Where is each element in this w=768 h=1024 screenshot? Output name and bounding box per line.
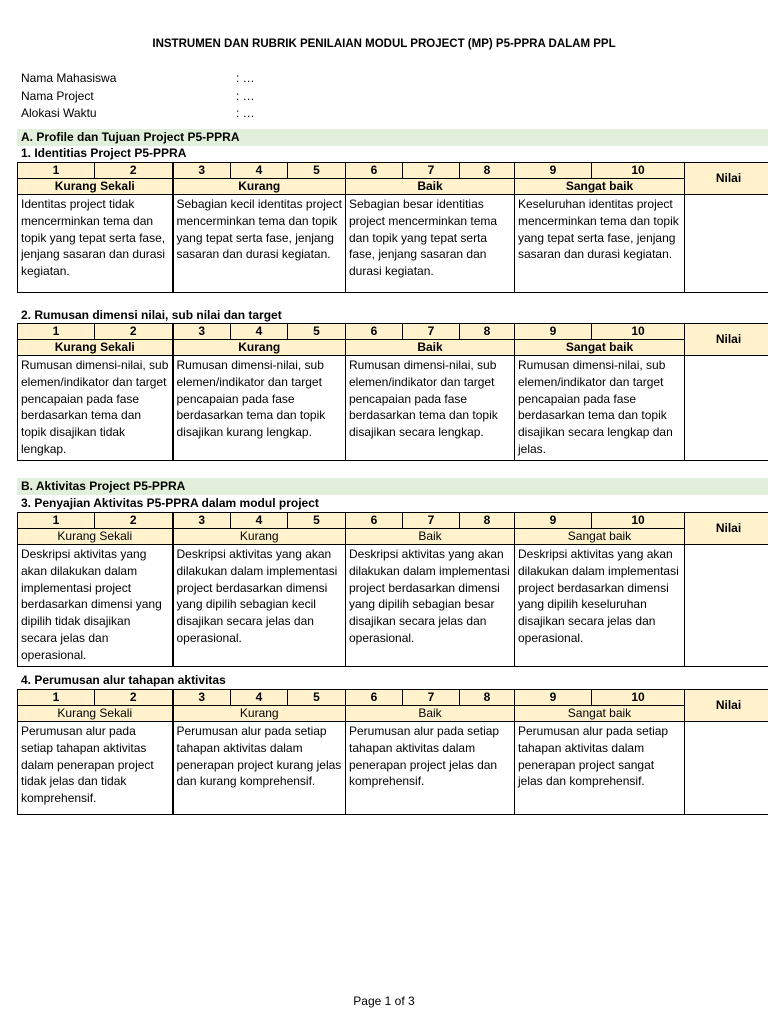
description-cell: Deskripsi aktivitas yang akan dilakukan dalam implementasi project berdasarkan dimensi yang dipilih sebagian kecil disajikan secara jelas dan operasional. [173, 545, 346, 667]
description-cell: Deskripsi aktivitas yang akan dilakukan dalam implementasi project berdasarkan dimensi yang dipilih tidak disajikan secara jelas dan operasional. [18, 545, 173, 667]
category-cell: Sangat baik [515, 706, 685, 722]
score-cell: 6 [346, 513, 403, 529]
category-cell: Kurang [173, 340, 346, 356]
score-cell: 9 [515, 513, 592, 529]
description-cell: Rumusan dimensi-nilai, sub elemen/indikator dan target pencapaian pada fase berdasarkan tema dan topik disajikan tidak lengkap. [18, 356, 173, 461]
info-value: : … [236, 88, 255, 103]
score-cell: 6 [346, 690, 403, 706]
category-cell: Kurang Sekali [18, 706, 173, 722]
description-row [18, 722, 768, 815]
info-label: Nama Project [21, 88, 94, 103]
score-cell: 8 [460, 324, 515, 340]
rubric-4-heading: 4. Perumusan alur tahapan aktivitas [21, 673, 226, 687]
score-cell: 5 [288, 163, 346, 179]
score-cell: 2 [95, 324, 173, 340]
description-cell: Identitas project tidak mencerminkan tema dan topik yang tepat serta fase, jenjang sasaran dan durasi kegiatan. [18, 195, 173, 293]
score-cell: 1 [18, 513, 95, 529]
section-a-heading: A. Profile dan Tujuan Project P5-PPRA [17, 129, 768, 146]
nilai-input-cell[interactable] [685, 356, 768, 461]
rubric-table-4 [17, 689, 768, 815]
score-cell: 10 [592, 690, 685, 706]
category-cell: Baik [346, 706, 515, 722]
description-row [18, 195, 768, 293]
category-cell: Kurang Sekali [18, 340, 173, 356]
score-cell: 7 [403, 690, 460, 706]
score-cell: 4 [231, 690, 288, 706]
score-cell: 2 [95, 513, 173, 529]
category-cell: Kurang [173, 706, 346, 722]
category-cell: Kurang [173, 529, 346, 545]
category-cell: Sangat baik [515, 179, 685, 195]
category-cell: Sangat baik [515, 340, 685, 356]
score-cell: 5 [288, 324, 346, 340]
score-cell: 3 [173, 690, 231, 706]
nilai-header: Nilai [685, 690, 768, 722]
score-cell: 9 [515, 690, 592, 706]
description-cell: Rumusan dimensi-nilai, sub elemen/indikator dan target pencapaian pada fase berdasarkan tema dan topik disajikan secara lengkap. [346, 356, 515, 461]
score-row [18, 163, 768, 179]
category-row [18, 340, 768, 356]
score-cell: 8 [460, 163, 515, 179]
category-cell: Kurang [173, 179, 346, 195]
description-cell: Deskripsi aktivitas yang akan dilakukan dalam implementasi project berdasarkan dimensi yang dipilih sebagian besar disajikan secara jelas dan operasional. [346, 545, 515, 667]
score-cell: 10 [592, 324, 685, 340]
score-cell: 3 [173, 163, 231, 179]
rubric-table-3 [17, 512, 768, 667]
score-cell: 7 [403, 324, 460, 340]
info-label: Alokasi Waktu [21, 106, 97, 120]
category-cell: Baik [346, 340, 515, 356]
score-cell: 6 [346, 163, 403, 179]
description-cell: Keseluruhan identitas project mencerminkan tema dan topik yang tepat serta fase, jenjang sasaran dan durasi kegiatan. [515, 195, 685, 293]
score-cell: 4 [231, 163, 288, 179]
rubric-table-1 [17, 162, 768, 293]
score-cell: 8 [460, 513, 515, 529]
info-label: Nama Mahasiswa [21, 71, 117, 85]
category-row [18, 706, 768, 722]
score-cell: 7 [403, 163, 460, 179]
score-cell: 9 [515, 324, 592, 340]
score-cell: 10 [592, 513, 685, 529]
category-row [18, 529, 768, 545]
score-cell: 4 [231, 324, 288, 340]
score-cell: 6 [346, 324, 403, 340]
description-row [18, 356, 768, 461]
score-cell: 3 [173, 324, 231, 340]
category-cell: Sangat baik [515, 529, 685, 545]
score-cell: 2 [95, 163, 173, 179]
info-row-project-name [21, 88, 421, 106]
category-cell: Kurang Sekali [18, 529, 173, 545]
nilai-input-cell[interactable] [685, 722, 768, 815]
nilai-input-cell[interactable] [685, 545, 768, 667]
score-cell: 7 [403, 513, 460, 529]
score-row [18, 513, 768, 529]
description-cell: Perumusan alur pada setiap tahapan aktivitas dalam penerapan project sangat jelas dan komprehensif. [515, 722, 685, 815]
description-cell: Perumusan alur pada setiap tahapan aktivitas dalam penerapan project jelas dan komprehensif. [346, 722, 515, 815]
student-info [21, 70, 421, 123]
description-row [18, 545, 768, 667]
score-cell: 3 [173, 513, 231, 529]
nilai-header: Nilai [685, 163, 768, 195]
description-cell: Sebagian besar identitias project mencerminkan tema dan topik yang tepat serta fase, jenjang sasaran dan durasi kegiatan. [346, 195, 515, 293]
score-cell: 4 [231, 513, 288, 529]
score-cell: 1 [18, 163, 95, 179]
rubric-1-heading: 1. Identitias Project P5-PPRA [21, 146, 187, 160]
info-row-time-allocation [21, 105, 421, 123]
description-cell: Perumusan alur pada setiap tahapan aktivitas dalam penerapan project tidak jelas dan tidak komprehensif. [18, 722, 173, 815]
score-cell: 5 [288, 513, 346, 529]
score-cell: 9 [515, 163, 592, 179]
category-cell: Baik [346, 529, 515, 545]
info-value: : … [236, 71, 255, 85]
description-cell: Sebagian kecil identitas project mencerminkan tema dan topik yang tepat serta fase, jenjang sasaran dan durasi kegiatan. [173, 195, 346, 293]
document-title: INSTRUMEN DAN RUBRIK PENILAIAN MODUL PROJECT (MP) P5-PPRA DALAM PPL [152, 38, 616, 50]
category-cell: Baik [346, 179, 515, 195]
section-b-heading: B. Aktivitas Project P5-PPRA [17, 478, 768, 495]
description-cell: Rumusan dimensi-nilai, sub elemen/indikator dan target pencapaian pada fase berdasarkan tema dan topik disajikan kurang lengkap. [173, 356, 346, 461]
nilai-input-cell[interactable] [685, 195, 768, 293]
score-cell: 8 [460, 690, 515, 706]
nilai-header: Nilai [685, 513, 768, 545]
nilai-header: Nilai [685, 324, 768, 356]
score-cell: 10 [592, 163, 685, 179]
info-row-student-name [21, 70, 421, 88]
score-cell: 1 [18, 690, 95, 706]
category-row [18, 179, 768, 195]
score-row [18, 324, 768, 340]
description-cell: Deskripsi aktivitas yang akan dilakukan dalam implementasi project berdasarkan dimensi yang dipilih keseluruhan disajikan secara jelas dan operasional. [515, 545, 685, 667]
score-row [18, 690, 768, 706]
description-cell: Perumusan alur pada setiap tahapan aktivitas dalam penerapan project kurang jelas dan kurang komprehensif. [173, 722, 346, 815]
rubric-2-heading: 2. Rumusan dimensi nilai, sub nilai dan target [21, 308, 282, 322]
score-cell: 1 [18, 324, 95, 340]
info-value: : … [236, 106, 255, 120]
category-cell: Kurang Sekali [18, 179, 173, 195]
score-cell: 2 [95, 690, 173, 706]
description-cell: Rumusan dimensi-nilai, sub elemen/indikator dan target pencapaian pada fase berdasarkan tema dan topik disajikan secara lengkap dan jelas. [515, 356, 685, 461]
score-cell: 5 [288, 690, 346, 706]
page-number: Page 1 of 3 [353, 994, 415, 1008]
rubric-table-2 [17, 323, 768, 461]
rubric-3-heading: 3. Penyajian Aktivitas P5-PPRA dalam modul project [21, 496, 319, 510]
